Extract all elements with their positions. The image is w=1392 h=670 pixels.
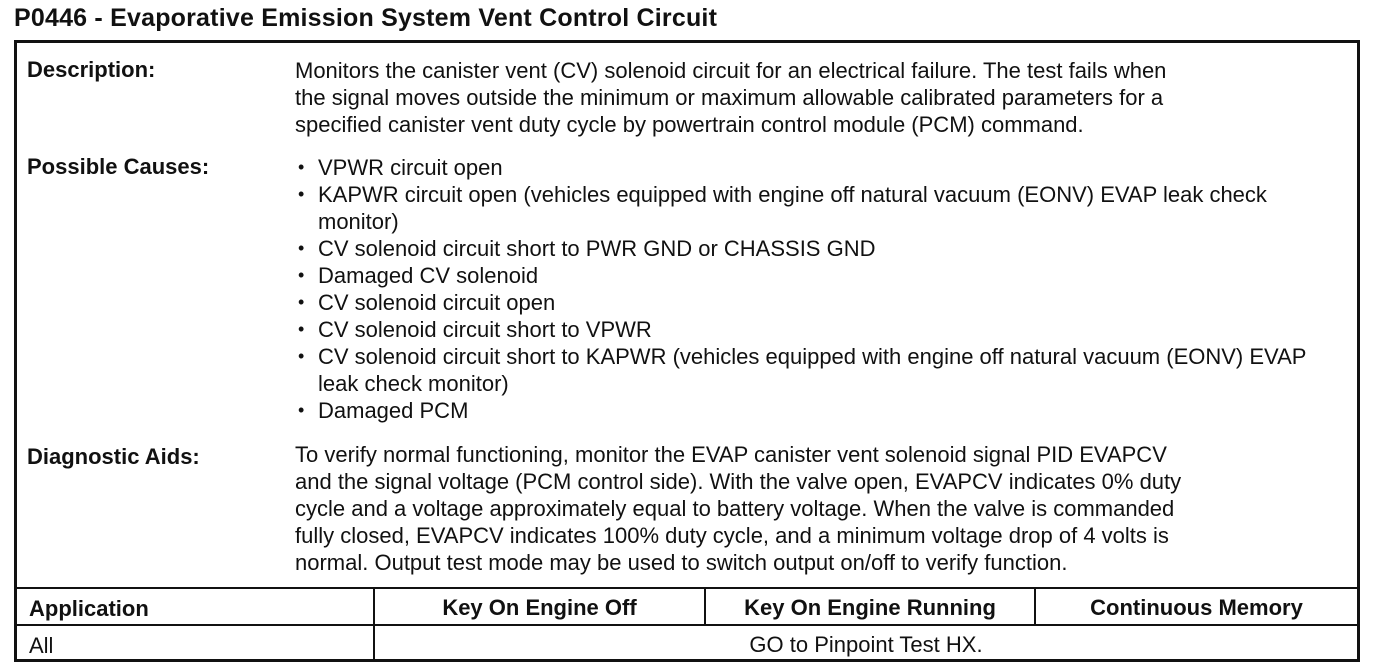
page-title: P0446 - Evaporative Emission System Vent Control Circuit xyxy=(14,4,718,32)
description-label: Description: xyxy=(27,57,156,82)
diagnostic-aids-text xyxy=(295,441,1347,576)
diagnostic-aids-label: Diagnostic Aids: xyxy=(27,444,200,469)
header-key-on-engine-off: Key On Engine Off xyxy=(442,595,637,620)
description-line: the signal moves outside the minimum or maximum allowable calibrated parameters for a xyxy=(295,85,1164,110)
description-text xyxy=(295,57,1347,138)
cause-item: • Damaged CV solenoid xyxy=(295,262,1347,289)
header-key-on-engine-running: Key On Engine Running xyxy=(744,595,996,620)
cause-item: • KAPWR circuit open (vehicles equipped with engine off natural vacuum (EONV) EVAP leak check monitor) xyxy=(295,181,1347,235)
table-row-divider xyxy=(17,624,1357,626)
possible-causes-label: Possible Causes: xyxy=(27,154,210,179)
cause-item: • VPWR circuit open xyxy=(295,154,1347,181)
possible-causes-list xyxy=(295,154,1347,424)
diagnostic-aids-line: normal. Output test mode may be used to switch output on/off to verify function. xyxy=(295,550,1068,575)
description-line: Monitors the canister vent (CV) solenoid circuit for an electrical failure. The test fails when xyxy=(295,58,1167,83)
cause-item: • CV solenoid circuit short to KAPWR (vehicles equipped with engine off natural vacuum (EONV) EVAP leak check monitor) xyxy=(295,343,1347,397)
cause-item: • CV solenoid circuit short to VPWR xyxy=(295,316,1347,343)
diagnostic-aids-line: cycle and a voltage approximately equal to battery voltage. When the valve is commanded xyxy=(295,496,1175,521)
cause-item: • CV solenoid circuit open xyxy=(295,289,1347,316)
application-table xyxy=(17,587,1357,661)
description-line: specified canister vent duty cycle by powertrain control module (PCM) command. xyxy=(295,112,1084,137)
cause-item: • Damaged PCM xyxy=(295,397,1347,424)
cell-application: All xyxy=(29,633,54,658)
cell-pinpoint-test: GO to Pinpoint Test HX. xyxy=(749,632,983,657)
cause-item: • CV solenoid circuit short to PWR GND or CHASSIS GND xyxy=(295,235,1347,262)
header-application: Application xyxy=(29,596,149,621)
possible-causes-list-wrap xyxy=(295,154,1347,424)
diagnostic-aids-line: and the signal voltage (PCM control side). With the valve open, EVAPCV indicates 0% duty xyxy=(295,469,1182,494)
diagnostic-aids-line: To verify normal functioning, monitor the EVAP canister vent solenoid signal PID EVAPCV xyxy=(295,442,1167,467)
header-continuous-memory: Continuous Memory xyxy=(1090,595,1303,620)
dtc-info-panel xyxy=(14,40,1360,662)
diagnostic-aids-line: fully closed, EVAPCV indicates 100% duty cycle, and a minimum voltage drop of 4 volts is xyxy=(295,523,1169,548)
